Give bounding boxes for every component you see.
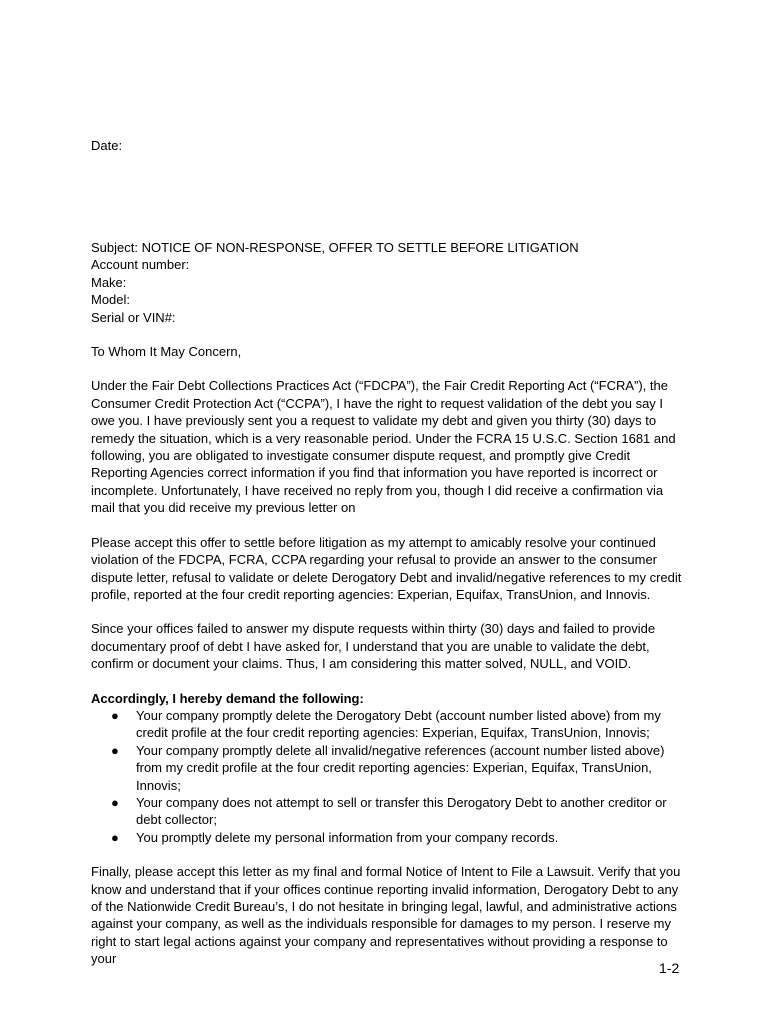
demand-text: You promptly delete my personal information from your company records.	[136, 829, 559, 845]
list-item	[91, 829, 683, 846]
letter-body	[91, 239, 683, 968]
bullet-icon: ●	[111, 794, 119, 810]
list-item	[91, 742, 683, 794]
demand-text: Your company promptly delete all invalid/negative references (account number listed above) from my credit profile at the four credit reporting agencies: Experian, Equifax, TransUnion, Innovis;	[136, 742, 665, 793]
list-item	[91, 707, 683, 742]
paragraph-notice-of-intent: Finally, please accept this letter as my final and formal Notice of Intent to File a Lawsuit. Verify that you know and understand that if your offices continue reporting invalid information, Derogatory Debt to any of the Nationwide Credit Bureau’s, I do not hesitate in bringing legal, lawful, and administrative actions against your company, as well as the individuals responsible for damages to my person. I reserve my right to start legal actions against your company and representatives without providing a response to your	[91, 864, 681, 967]
salutation: To Whom It May Concern,	[91, 344, 242, 360]
make-field: Make:	[91, 274, 127, 290]
account-number-field: Account number:	[91, 257, 190, 273]
date-label: Date:	[91, 138, 123, 153]
bullet-icon: ●	[111, 829, 119, 845]
demand-list	[91, 707, 683, 846]
model-field: Model:	[91, 292, 131, 308]
paragraph-fdcpa: Under the Fair Debt Collections Practices Act (“FDCPA”), the Fair Credit Reporting Act (“FCRA”), the Consumer Credit Protection Act (“CCPA”), I have the right to request validation of the debt you say I owe you. I have previously sent you a request to validate my debt and given you thirty (30) days to remedy the situation, which is a very reasonable period. Under the FCRA 15 U.S.C. Section 1681 and following, you are obligated to investigate consumer dispute request, and promptly give Credit Reporting Agencies correct information if you find that information you have reported is incorrect or incomplete. Unfortunately, I have received no reply from you, though I did receive a confirmation via mail that you did receive my previous letter on	[91, 378, 676, 516]
demand-text: Your company promptly delete the Derogatory Debt (account number listed above) from my credit profile at the four credit reporting agencies: Experian, Equifax, TransUnion, Innovis;	[136, 707, 661, 741]
page-number: 1-2	[659, 960, 680, 976]
serial-vin-field: Serial or VIN#:	[91, 309, 176, 325]
paragraph-settlement-offer: Please accept this offer to settle before litigation as my attempt to amicably resolve your continued violation of the FDCPA, FCRA, CCPA regarding your refusal to provide an answer to the consumer dispute letter, refusal to validate or delete Derogatory Debt and invalid/negative references to my credit profile, reported at the four credit reporting agencies: Experian, Equifax, TransUnion, and Innovis.	[91, 534, 682, 602]
subject-line: Subject: NOTICE OF NON-RESPONSE, OFFER TO SETTLE BEFORE LITIGATION	[91, 240, 579, 255]
bullet-icon: ●	[111, 707, 119, 723]
demand-text: Your company does not attempt to sell or transfer this Derogatory Debt to another creditor or debt collector;	[136, 794, 667, 828]
demand-title: Accordingly, I hereby demand the following:	[91, 690, 364, 706]
list-item	[91, 794, 683, 829]
paragraph-null-void: Since your offices failed to answer my dispute requests within thirty (30) days and failed to provide documentary proof of debt I have asked for, I understand that you are unable to validate the debt, confirm or document your claims. Thus, I am considering this matter solved, NULL, and VOID.	[91, 621, 656, 672]
bullet-icon: ●	[111, 742, 119, 758]
